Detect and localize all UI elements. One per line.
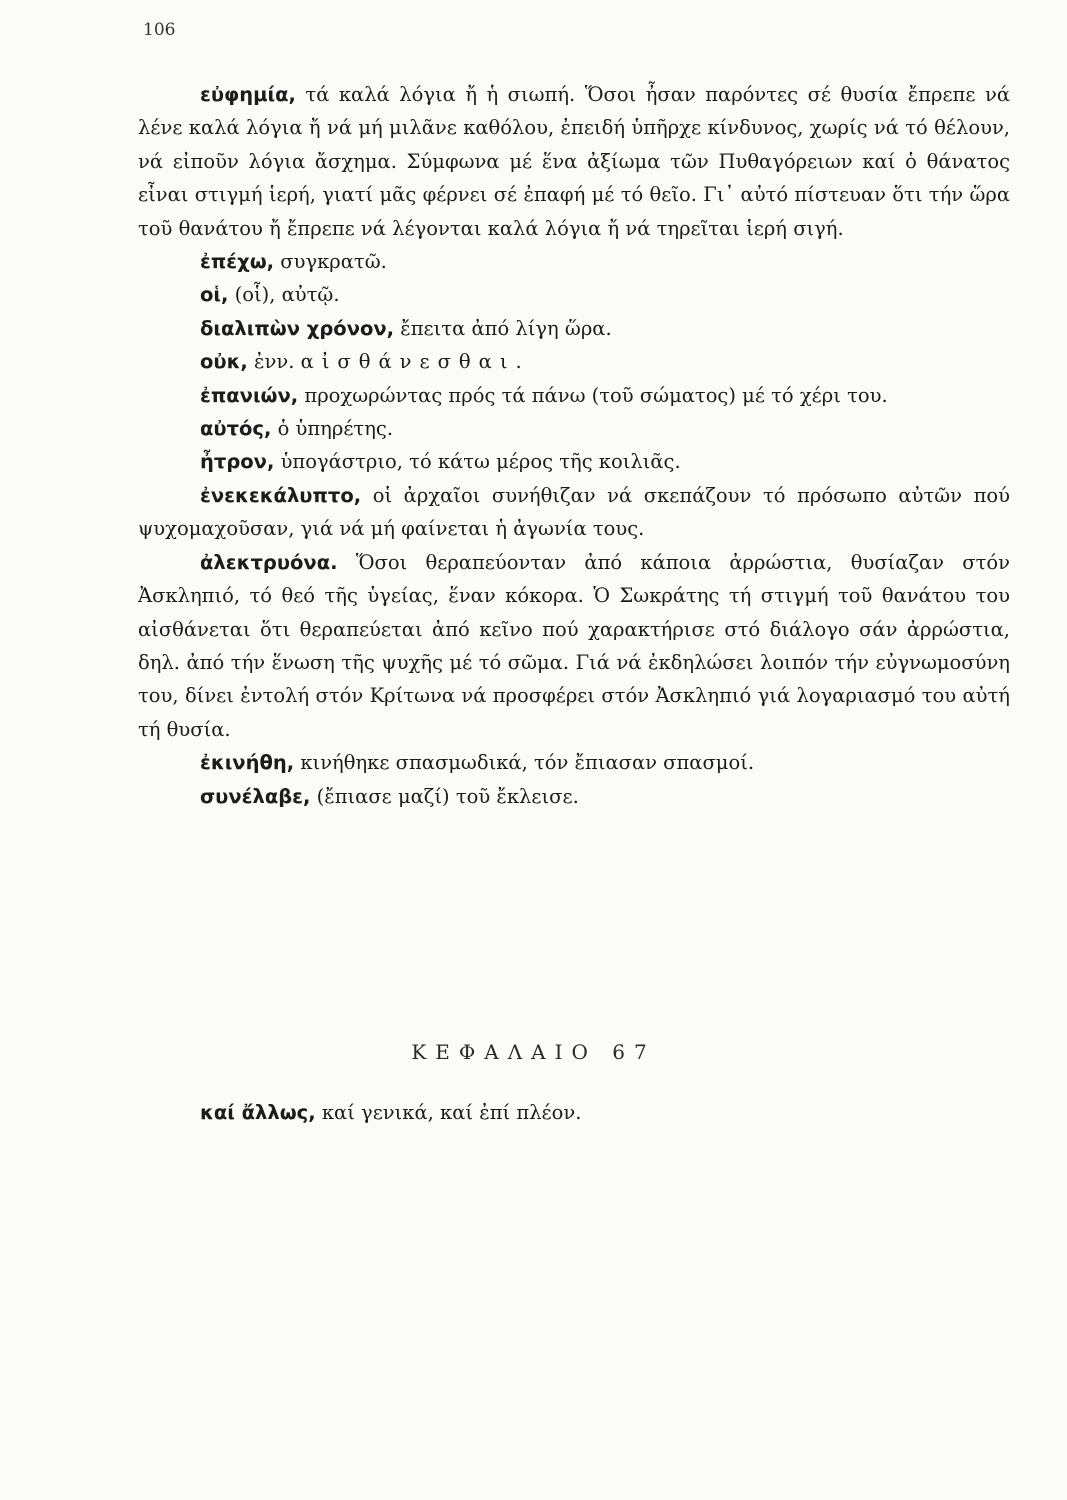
entry-headword: αὐτός, [200, 417, 272, 441]
entry-headword: ἐπέχω, [200, 250, 275, 274]
entry-ouk [138, 345, 1010, 378]
entry-gloss: συγκρατῶ. [274, 250, 387, 274]
entry-etron [138, 445, 1010, 478]
entry-gloss: ἔπειτα ἀπό λίγη ὥρα. [394, 316, 612, 340]
entry-spaced-word: αἰσθάνεσθαι. [300, 350, 530, 374]
entry-gloss: τά καλά λόγια ἤ ἡ σιωπή. Ὅσοι ἦσαν παρόντες σέ θυσία ἔπρεπε νά λένε καλά λόγια ἤ νά μή μιλᾶνε καθόλου, ἐπειδή ὑπῆρχε κίνδυνος, χωρίς νά τό θέλουν, νά εἰποῦν λόγια ἄσχημα. Σύμφωνα μέ ἕνα ἀξίωμα τῶν Πυθαγόρειων καί ὁ θάνατος εἶναι στιγμή ἱερή, γιατί μᾶς φέρνει σέ ἐπαφή μέ τό θεῖο. Γι᾽ αὐτό πίστευαν ὅτι τήν ὥρα τοῦ θανάτου ἤ ἔπρεπε νά λέγονται καλά λόγια ἤ νά τηρεῖται ἱερή σιγή. [138, 83, 1010, 240]
entry-headword: συνέλαβε, [200, 784, 311, 808]
entry-headword: ἀλεκτρυόνα. [200, 550, 338, 574]
entry-autos [138, 412, 1010, 445]
page-number: 106 [143, 20, 176, 40]
entry-euphemia [138, 78, 1010, 245]
entry-headword: οὐκ, [200, 350, 248, 374]
entry-headword: ἐκινήθη, [200, 751, 295, 775]
entry-kai-allos [138, 1096, 1010, 1129]
entry-headword: καί ἄλλως, [200, 1101, 316, 1124]
glossary-entries [138, 78, 1010, 813]
entry-gloss: ἐνν. [247, 350, 301, 374]
entry-gloss: οἱ ἀρχαῖοι συνήθιζαν νά σκεπάζουν τό πρόσωπο αὐτῶν πού ψυχομαχοῦσαν, γιά νά μή φαίνεται ἡ ἀγωνία τους. [138, 483, 1010, 541]
entry-gloss: (οἷ), αὐτῷ. [228, 283, 340, 307]
entry-headword: ἐπανιών, [200, 383, 299, 407]
entry-headword: εὐφημία, [200, 83, 296, 106]
entry-synelabe [138, 780, 1010, 813]
entry-gloss: ὑπογάστριο, τό κάτω μέρος τῆς κοιλιᾶς. [274, 450, 681, 474]
entry-headword: διαλιπὼν χρόνον, [200, 316, 395, 340]
entry-dialipon [138, 312, 1010, 345]
entry-gloss: ὁ ὑπηρέτης. [271, 417, 394, 441]
entry-hoi [138, 278, 1010, 311]
entry-gloss: καί γενικά, καί ἐπί πλέον. [315, 1101, 582, 1124]
entry-gloss: προχωρώντας πρός τά πάνω (τοῦ σώματος) μέ τό χέρι του. [298, 383, 888, 407]
entry-gloss: Ὅσοι θεραπεύονταν ἀπό κάποια ἀρρώστια, θυσίαζαν στόν Ἀσκληπιό, τό θεό τῆς ὑγείας, ἕναν κόκορα. Ὁ Σωκράτης τή στιγμή τοῦ θανάτου του αἰσθάνεται ὅτι θεραπεύεται ἀπό κεῖνο πού χαρακτήρισε στό διάλογο σάν ἀρρώστια, δηλ. ἀπό τήν ἕνωση τῆς ψυχῆς μέ τό σῶμα. Γιά νά ἐκδηλώσει λοιπόν τήν εὐγνωμοσύνη του, δίνει ἐντολή στόν Κρίτωνα νά προσφέρει στόν Ἀσκληπιό γιά λογαριασμό του αὐτή τή θυσία. [138, 550, 1010, 741]
entry-alektryona [138, 546, 1010, 746]
entry-epanion [138, 379, 1010, 412]
entry-headword: ἦτρον, [200, 450, 275, 474]
entry-headword: ἐνεκεκάλυπτο, [200, 483, 362, 507]
entry-gloss: (ἔπιασε μαζί) τοῦ ἔκλεισε. [310, 784, 579, 808]
entry-enekekalypto [138, 479, 1010, 546]
entry-headword: οἱ, [200, 283, 229, 307]
entry-ekinethe [138, 746, 1010, 779]
entry-gloss: κινήθηκε σπασμωδικά, τόν ἔπιασαν σπασμοί. [294, 751, 755, 775]
glossary-entries-chapter-67 [138, 1096, 1010, 1129]
entry-epecho [138, 245, 1010, 278]
chapter-heading: ΚΕΦΑΛΑΙΟ 67 [411, 1040, 656, 1064]
